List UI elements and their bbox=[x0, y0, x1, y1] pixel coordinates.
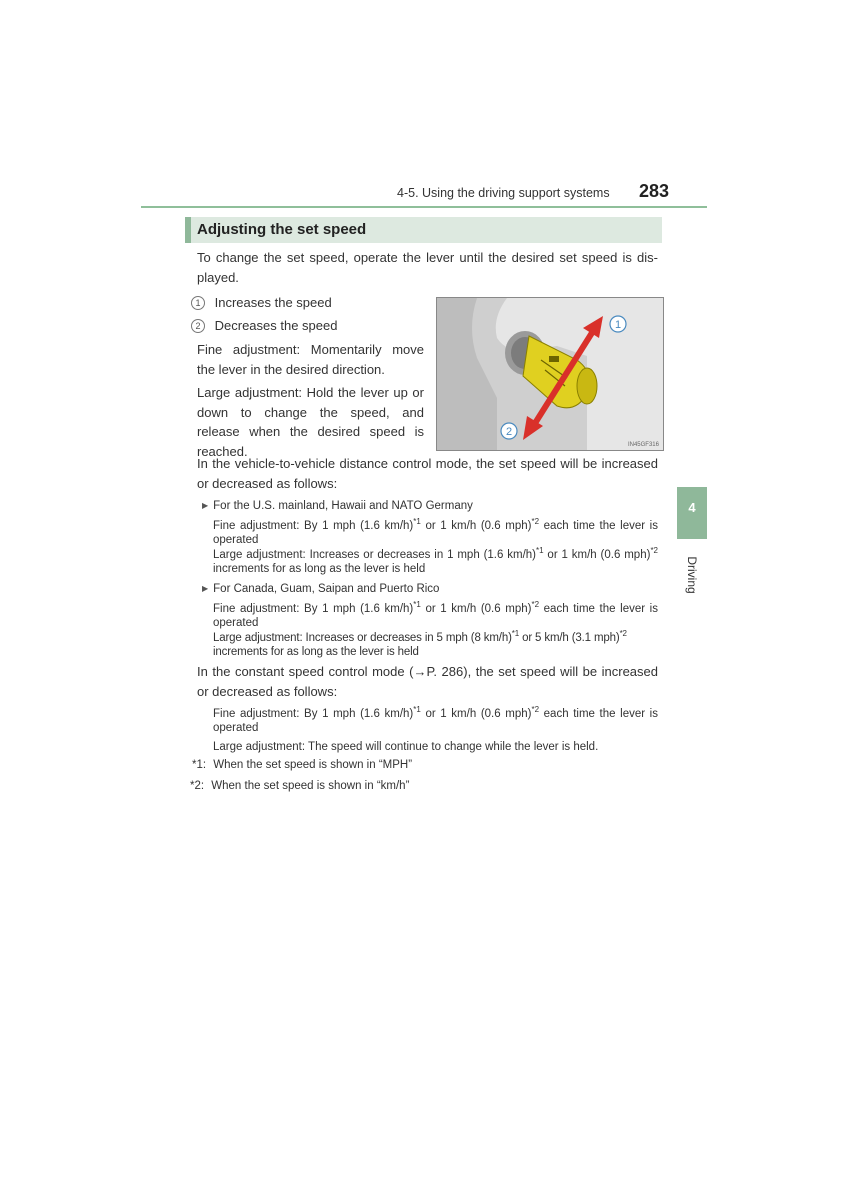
footnote-ref-1: *1 bbox=[413, 705, 421, 715]
region-2-large-text-b: or 5 km/h (3.1 mph) bbox=[519, 632, 620, 644]
distance-mode-intro: In the vehicle-to-vehicle distance control mode, the set speed will be increased or decreased as follows: bbox=[197, 456, 658, 491]
callout-number-2: 2 bbox=[191, 319, 205, 333]
triangle-bullet-icon: ▶ bbox=[202, 501, 209, 510]
figure-callout-1: 1 bbox=[614, 319, 622, 331]
triangle-bullet-icon: ▶ bbox=[202, 584, 209, 593]
intro-paragraph: To change the set speed, operate the lever until the desired set speed is dis- played. bbox=[197, 250, 658, 285]
region-2-heading bbox=[202, 582, 439, 596]
chapter-tab-number: 4 bbox=[688, 500, 696, 515]
region-1-large-text-c: increments for as long as the lever is held bbox=[213, 563, 426, 575]
footnote-ref-2: *2 bbox=[619, 629, 627, 639]
section-title: Adjusting the set speed bbox=[197, 221, 367, 238]
footnote-2-mark: *2 bbox=[190, 780, 201, 792]
footnote-ref-2: *2 bbox=[650, 546, 658, 556]
footnote-2: *2: When the set speed is shown in “km/h” bbox=[190, 780, 410, 792]
region-2-large-text-a: Large adjustment: Increases or decreases in 5 mph (8 km/h) bbox=[213, 632, 512, 644]
callout-label-2: Decreases the speed bbox=[214, 318, 338, 333]
region-1-large-text-b: or 1 km/h (0.6 mph) bbox=[543, 549, 651, 561]
footnote-1: *1: When the set speed is shown in “MPH” bbox=[192, 759, 413, 771]
footnote-ref-2: *2 bbox=[531, 600, 540, 610]
region-2-fine-text-c: each time the lever is operated bbox=[213, 603, 658, 629]
section-heading-accent bbox=[185, 217, 191, 243]
lever-diagram bbox=[437, 298, 663, 450]
callout-label-1: Increases the speed bbox=[214, 295, 332, 310]
footnote-ref-1: *1 bbox=[511, 629, 520, 639]
figure-callout-2: 2 bbox=[505, 426, 513, 438]
region-1-fine-text-b: or 1 km/h (0.6 mph) bbox=[420, 520, 532, 532]
constant-mode-intro: In the constant speed control mode (→P. 286), the set speed will be increased or decreased as follows: bbox=[197, 664, 658, 699]
region-1-fine-text-c: each time the lever is operated bbox=[213, 520, 658, 546]
region-1-large-text-a: Large adjustment: Increases or decreases in 1 mph (1.6 km/h) bbox=[213, 549, 537, 561]
footnote-ref-2: *2 bbox=[531, 517, 540, 527]
region-2-fine-text-b: or 1 km/h (0.6 mph) bbox=[420, 603, 532, 615]
callout-2 bbox=[191, 316, 337, 336]
lever-marking-box bbox=[549, 356, 559, 362]
region-1-fine-text-a: Fine adjustment: By 1 mph (1.6 km/h) bbox=[213, 520, 414, 532]
fine-adjustment-paragraph: Fine adjustment: Momentarily move the lever in the desired direction. bbox=[197, 342, 424, 377]
region-1-title: For the U.S. mainland, Hawaii and NATO Germany bbox=[213, 500, 473, 512]
running-header-section: 4-5. Using the driving support systems bbox=[397, 186, 610, 200]
footnote-ref-1: *1 bbox=[413, 517, 421, 527]
constant-mode-large: Large adjustment: The speed will continue to change while the lever is held. bbox=[213, 741, 599, 753]
cruise-lever-illustration bbox=[436, 297, 664, 451]
region-2-title: For Canada, Guam, Saipan and Puerto Rico bbox=[213, 583, 440, 595]
callout-1 bbox=[191, 293, 332, 313]
constant-fine-text-a: Fine adjustment: By 1 mph (1.6 km/h) bbox=[213, 708, 414, 720]
region-1-large bbox=[213, 548, 658, 576]
constant-mode-fine bbox=[213, 707, 658, 735]
region-1-fine bbox=[213, 519, 658, 547]
region-1-heading bbox=[202, 499, 473, 513]
footnote-1-text: When the set speed is shown in “MPH” bbox=[213, 759, 413, 771]
region-2-fine-text-a: Fine adjustment: By 1 mph (1.6 km/h) bbox=[213, 603, 414, 615]
footnote-ref-1: *1 bbox=[413, 600, 421, 610]
page-number: 283 bbox=[639, 181, 670, 201]
footnote-1-mark: *1 bbox=[192, 759, 203, 771]
footnote-ref-2: *2 bbox=[531, 705, 540, 715]
large-adjustment-paragraph: Large adjustment: Hold the lever up or down to change the speed, and release when the desired speed is reached. bbox=[197, 385, 424, 459]
region-2-large bbox=[213, 631, 658, 659]
region-2-large-text-c: increments for as long as the lever is held bbox=[213, 646, 419, 658]
constant-fine-text-c: each time the lever is operated bbox=[213, 708, 658, 734]
region-2-fine bbox=[213, 602, 658, 630]
footnote-2-text: When the set speed is shown in “km/h” bbox=[211, 780, 410, 792]
lever-tip bbox=[577, 368, 597, 404]
figure-code: IN45GF316 bbox=[627, 442, 659, 448]
constant-fine-text-b: or 1 km/h (0.6 mph) bbox=[420, 708, 532, 720]
header-divider bbox=[141, 206, 707, 208]
footnote-ref-1: *1 bbox=[536, 546, 544, 556]
callout-number-1: 1 bbox=[191, 296, 205, 310]
chapter-tab-label: Driving bbox=[685, 556, 699, 594]
